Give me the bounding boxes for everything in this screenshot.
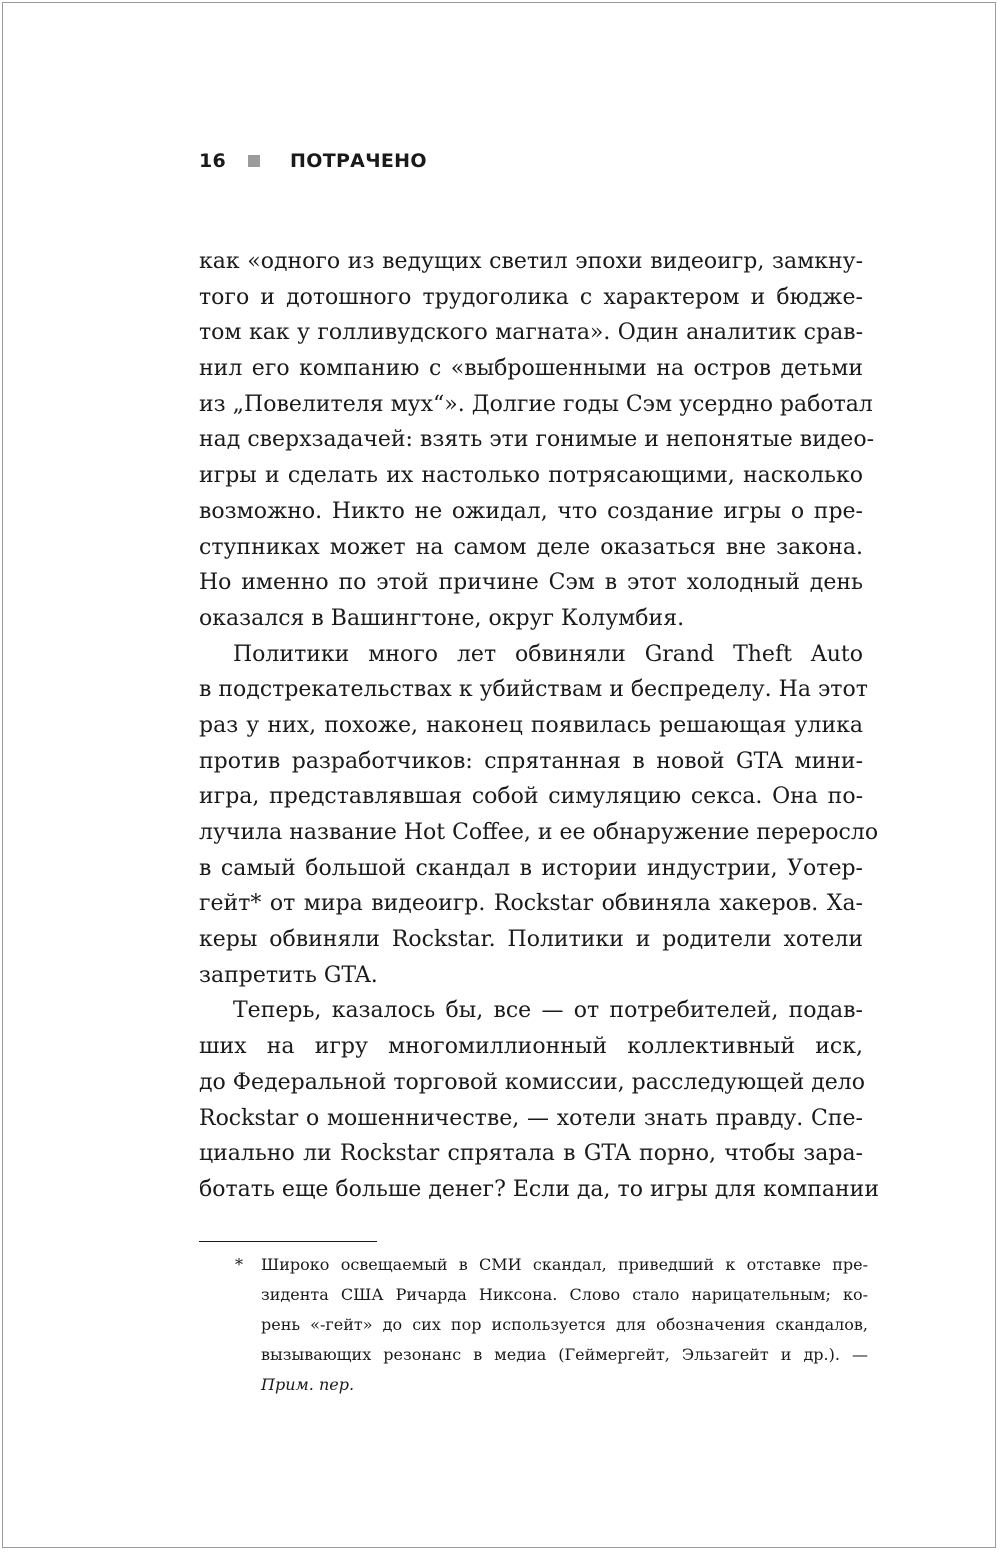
- footnote-line: вызывающих резонанс в медиа (Геймергейт, Эльзагейт и др.). —: [261, 1345, 868, 1364]
- body-line: Но именно по этой причине Сэм в этот холодный день: [199, 570, 863, 596]
- separator-square-icon: [248, 155, 260, 167]
- running-head: [199, 149, 427, 173]
- body-line: лучила название Hot Coffee, и ее обнаружение переросло: [199, 820, 879, 845]
- footnote-line: [235, 1250, 868, 1280]
- body-line: запретить GTA.: [199, 962, 378, 988]
- body-line: в самый большой скандал в истории индустрии, Уотер-: [199, 855, 863, 881]
- body-line: Теперь, казалось бы, все — от потребителей, подав-: [233, 998, 863, 1024]
- body-line: циально ли Rockstar спрятала в GTA порно, чтобы зара-: [199, 1141, 863, 1167]
- body-line: ботать еще больше денег? Если да, то игры для компании: [199, 1176, 879, 1202]
- footnote-note-label: Прим. пер.: [261, 1375, 355, 1394]
- body-line: того и дотошного трудоголика с характером и бюдже-: [199, 284, 863, 310]
- body-line: возможно. Никто не ожидал, что создание игры о пре-: [199, 498, 863, 524]
- body-line: над сверхзадачей: взять эти гонимые и непонятые видео-: [199, 427, 875, 453]
- body-line: Политики много лет обвиняли Grand Theft Auto: [233, 641, 863, 667]
- body-text: [199, 244, 879, 1208]
- body-line: игры и сделать их настолько потрясающими, насколько: [199, 463, 863, 489]
- body-line: оказался в Вашингтоне, округ Колумбия.: [199, 605, 685, 631]
- body-line: нил его компанию с «выброшенными на остров детьми: [199, 356, 863, 382]
- body-line: в подстрекательствах к убийствам и беспределу. На этот: [199, 677, 868, 703]
- running-title: ПОТРАЧЕНО: [290, 150, 427, 172]
- body-line: ступниках может на самом деле оказаться вне закона.: [199, 534, 863, 560]
- body-line: игра, представлявшая собой симуляцию секса. Она по-: [199, 784, 863, 810]
- body-line: Rockstar о мошенничестве, — хотели знать правду. Спе-: [199, 1105, 863, 1131]
- body-line: как «одного из ведущих светил эпохи видеоигр, замкну-: [199, 249, 863, 274]
- body-line: керы обвиняли Rockstar. Политики и родители хотели: [199, 927, 863, 953]
- footnote-marker: *: [235, 1255, 243, 1274]
- body-line: раз у них, похоже, наконец появилась решающая улика: [199, 712, 863, 738]
- body-line: гейт* от мира видеоигр. Rockstar обвиняла хакеров. Ха-: [199, 891, 863, 917]
- body-line: против разработчиков: спрятанная в новой GTA мини-: [199, 748, 863, 774]
- footnote-line: зидента США Ричарда Никсона. Слово стало нарицательным; ко-: [261, 1285, 868, 1304]
- footnote-line: рень «-гейт» до сих пор используется для обозначения скандалов,: [261, 1315, 868, 1334]
- book-page: [2, 2, 996, 1548]
- footnote-text: Широко освещаемый в СМИ скандал, приведший к отставке пре-: [261, 1255, 868, 1274]
- footnote-divider: [199, 1241, 377, 1242]
- footnote: [235, 1250, 868, 1400]
- body-line: том как у голливудского магната». Один аналитик срав-: [199, 320, 863, 346]
- body-line: ших на игру многомиллионный коллективный иск,: [199, 1034, 863, 1060]
- page-number: 16: [199, 150, 227, 172]
- body-line: из „Повелителя мух“». Долгие годы Сэм усердно работал: [199, 391, 873, 417]
- body-line: до Федеральной торговой комиссии, расследующей дело: [199, 1069, 866, 1095]
